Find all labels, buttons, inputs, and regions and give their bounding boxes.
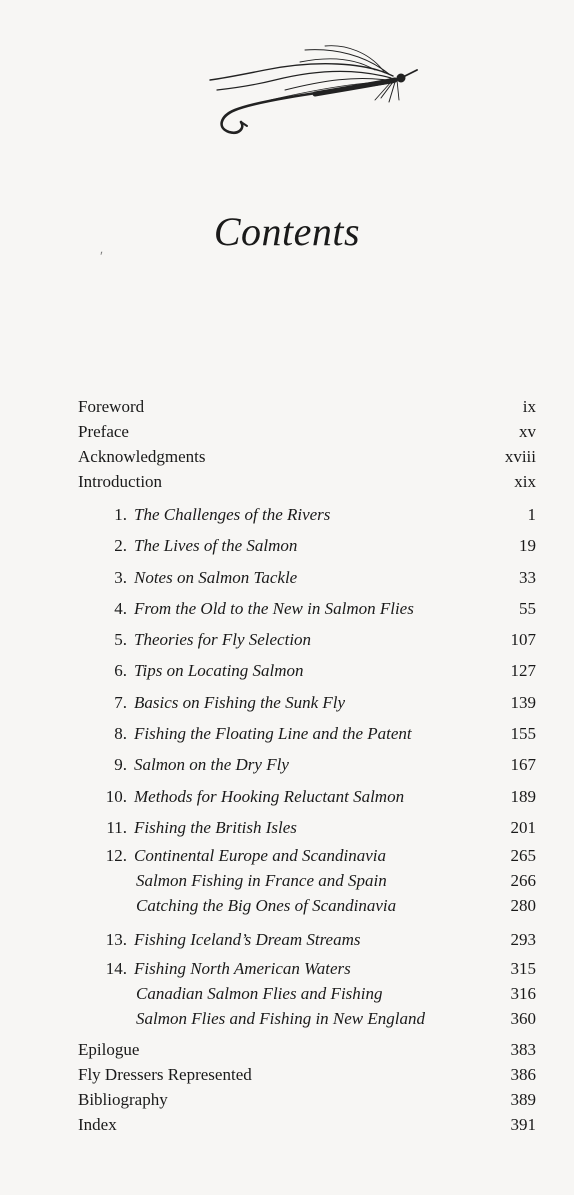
entry-title: Catching the Big Ones of Scandinavia: [136, 896, 397, 916]
entry-title: Salmon Fishing in France and Spain: [136, 871, 387, 891]
entry-title: Salmon Flies and Fishing in New England: [136, 1008, 425, 1028]
entry-title: Preface: [78, 422, 129, 441]
paper-speck: ʹ: [100, 250, 104, 265]
chapter-number: 4.: [114, 598, 127, 618]
entry-title: Continental Europe and Scandinavia: [134, 846, 386, 866]
toc-chapter-entry: [78, 624, 536, 655]
toc-chapter-entry: [78, 812, 536, 843]
page-number: 201: [510, 817, 536, 837]
page-number: 155: [510, 724, 536, 744]
entry-title: Introduction: [78, 472, 163, 491]
toc-chapter-entry: [78, 530, 536, 561]
toc-chapter-entry: [78, 718, 536, 749]
toc-front-matter-entry-label: [78, 419, 129, 444]
entry-title: The Challenges of the Rivers: [134, 505, 331, 524]
toc-chapter-entry: [78, 593, 536, 624]
toc-chapter-entry: [78, 562, 536, 593]
page-number: 386: [510, 1064, 536, 1084]
toc-chapter-entry-label: [98, 956, 351, 981]
page-number: 265: [510, 846, 536, 866]
table-of-contents: [78, 394, 536, 1137]
toc-back-matter-entry-label: [78, 1062, 252, 1087]
toc-section-entry: [78, 981, 536, 1006]
entry-title: Fly Dressers Represented: [78, 1064, 252, 1084]
toc-chapter-entry-label: [98, 530, 297, 561]
toc-section-entry: [78, 893, 536, 918]
toc-chapter-entry: [78, 687, 536, 718]
page-number: 293: [510, 930, 536, 950]
chapter-number: 11.: [106, 817, 127, 837]
page-title: Contents: [213, 209, 361, 254]
page-number: 127: [510, 661, 536, 681]
toc-back-matter-entry: [78, 1087, 536, 1112]
toc-back-matter-entry: [78, 1112, 536, 1137]
page-number: 360: [510, 1008, 536, 1028]
toc-chapter-entry: [78, 956, 536, 981]
page-number: 266: [510, 871, 536, 891]
toc-chapter-entry-label: [98, 624, 311, 655]
toc-back-matter-entry: [78, 1037, 536, 1062]
chapter-number: 12.: [105, 846, 127, 866]
toc-front-matter-entry: [78, 419, 536, 444]
entry-title: Fishing North American Waters: [134, 958, 351, 978]
entry-title: The Lives of the Salmon: [134, 536, 298, 556]
chapter-number: 2.: [114, 536, 127, 556]
toc-chapter-entry-label: [98, 562, 297, 593]
salmon-fly-illustration-icon: [205, 40, 420, 140]
page-number: 33: [519, 567, 536, 587]
chapter-number: 13.: [105, 930, 127, 950]
toc-back-matter-entry-label: [78, 1112, 117, 1137]
toc-section-entry: [78, 1006, 536, 1031]
chapter-number: 7.: [114, 692, 127, 712]
entry-title: Epilogue: [78, 1039, 140, 1059]
page-number: 389: [510, 1089, 536, 1109]
entry-title: Foreword: [78, 397, 145, 416]
page-number: 315: [510, 958, 536, 978]
toc-chapter-entry-label: [98, 749, 289, 780]
chapter-number: 5.: [114, 630, 127, 650]
toc-section-entry: [78, 868, 536, 893]
toc-front-matter-entry-label: [78, 444, 205, 469]
toc-back-matter-entry: [78, 1062, 536, 1087]
toc-chapter-entry-label: [98, 718, 412, 749]
entry-title: Fishing the British Isles: [134, 817, 297, 837]
toc-front-matter-entry: [78, 469, 536, 494]
toc-front-matter-entry: [78, 394, 536, 419]
toc-section-entry-label: [136, 893, 396, 918]
entry-title: Fishing Iceland’s Dream Streams: [134, 930, 361, 950]
toc-front-matter-entry-label: [78, 469, 162, 494]
entry-title: Salmon on the Dry Fly: [134, 755, 289, 775]
page-number: 391: [510, 1114, 536, 1134]
toc-back-matter-entry-label: [78, 1087, 168, 1112]
entry-title: Basics on Fishing the Sunk Fly: [134, 692, 346, 712]
toc-section-entry-label: [136, 981, 383, 1006]
chapter-number: 10.: [105, 786, 127, 806]
toc-chapter-entry-label: [98, 843, 386, 868]
toc-chapter-entry-label: [98, 499, 330, 530]
chapter-number: 3.: [114, 567, 127, 587]
entry-title: Notes on Salmon Tackle: [134, 567, 298, 587]
toc-chapter-entry: [78, 499, 536, 530]
page-number: 1: [527, 505, 536, 524]
chapter-number: 6.: [114, 661, 127, 681]
entry-title: Bibliography: [78, 1089, 168, 1109]
toc-chapter-entry: [78, 924, 536, 955]
entry-title: Methods for Hooking Reluctant Salmon: [134, 786, 405, 806]
toc-section-entry-label: [136, 1006, 425, 1031]
page-number: 383: [510, 1039, 536, 1059]
chapter-number: 14.: [105, 958, 127, 978]
toc-chapter-entry-label: [98, 812, 297, 843]
toc-chapter-entry-label: [98, 924, 361, 955]
page-number: 107: [510, 630, 536, 650]
toc-chapter-entry: [78, 655, 536, 686]
page-number: xix: [514, 472, 536, 491]
toc-chapter-entry: [78, 781, 536, 812]
page-number: xv: [519, 422, 536, 441]
page-number: ix: [522, 397, 536, 416]
entry-title: Tips on Locating Salmon: [134, 661, 304, 681]
toc-section-entry-label: [136, 868, 387, 893]
chapter-number: 8.: [114, 724, 127, 744]
page-number: 139: [510, 692, 536, 712]
entry-title: From the Old to the New in Salmon Flies: [134, 598, 414, 618]
chapter-number: 1.: [114, 505, 127, 524]
toc-back-matter-entry-label: [78, 1037, 139, 1062]
page-number: 189: [510, 786, 536, 806]
toc-chapter-entry-label: [98, 781, 404, 812]
page-number: xviii: [504, 447, 536, 466]
entry-title: Fishing the Floating Line and the Patent: [134, 724, 412, 744]
page-number: 280: [510, 896, 536, 916]
entry-title: Index: [78, 1114, 117, 1134]
page-number: 167: [510, 755, 536, 775]
toc-chapter-entry-label: [98, 593, 414, 624]
toc-front-matter-entry-label: [78, 394, 144, 419]
page-number: 55: [519, 598, 536, 618]
entry-title: Theories for Fly Selection: [134, 630, 312, 650]
page-number: 316: [510, 983, 536, 1003]
toc-front-matter-entry: [78, 444, 536, 469]
toc-chapter-entry-label: [98, 687, 345, 718]
toc-chapter-entry: [78, 749, 536, 780]
toc-chapter-entry: [78, 843, 536, 868]
chapter-number: 9.: [114, 755, 127, 775]
entry-title: Acknowledgments: [78, 447, 206, 466]
entry-title: Canadian Salmon Flies and Fishing: [136, 983, 383, 1003]
toc-chapter-entry-label: [98, 655, 304, 686]
page-number: 19: [519, 536, 536, 556]
